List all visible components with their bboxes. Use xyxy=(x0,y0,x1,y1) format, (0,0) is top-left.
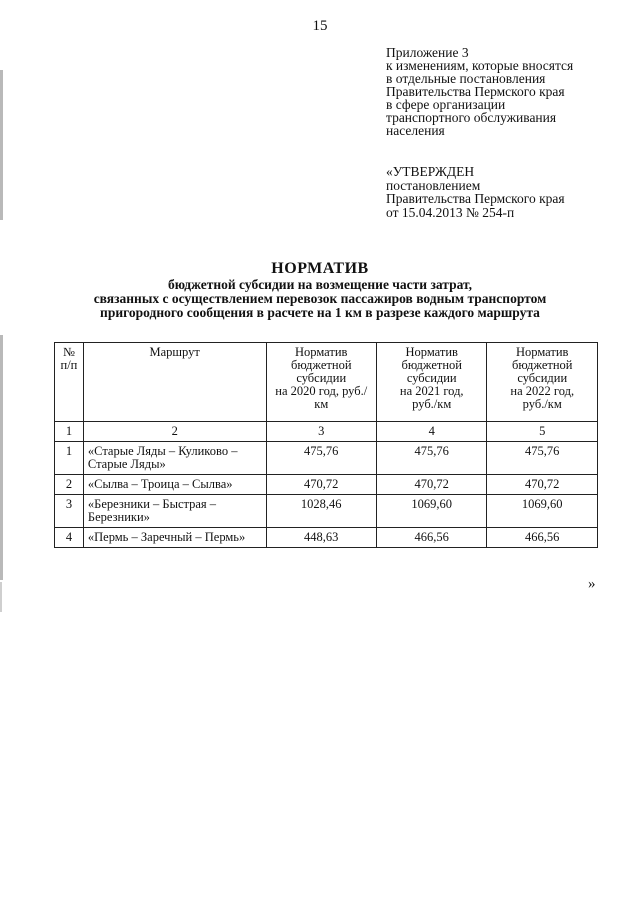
route-name: «Старые Ляды – Куликово – Старые Ляды» xyxy=(83,442,266,475)
subtitle-line: пригородного сообщения в расчете на 1 км в разрезе каждого маршрута xyxy=(100,305,540,320)
table-row xyxy=(55,475,598,495)
value-2020: 448,63 xyxy=(266,528,376,548)
table-row xyxy=(55,495,598,528)
approval-line: Правительства Пермского края xyxy=(386,191,565,206)
approval-line: постановлением xyxy=(386,177,481,193)
column-number-row xyxy=(55,422,598,442)
header-2020: Норматив бюджетной субсидии на 2020 год, руб./км xyxy=(266,343,376,422)
table-header-row xyxy=(55,343,598,422)
appendix-line: к изменениям, которые вносятся xyxy=(386,58,574,73)
value-2021: 466,56 xyxy=(376,528,486,548)
table-row xyxy=(55,528,598,548)
header-route: Маршрут xyxy=(83,343,266,422)
header-2022: Норматив бюджетной субсидии на 2022 год, руб./км xyxy=(487,343,598,422)
value-2020: 1028,46 xyxy=(266,495,376,528)
document-title: НОРМАТИВ xyxy=(271,260,369,277)
value-2021: 470,72 xyxy=(376,475,486,495)
row-number: 3 xyxy=(55,495,84,528)
value-2021: 475,76 xyxy=(376,442,486,475)
column-number: 5 xyxy=(487,422,598,442)
subtitle-line: бюджетной субсидии на возмещение части затрат, xyxy=(168,277,472,292)
table-row xyxy=(55,442,598,475)
route-name: «Сылва – Троица – Сылва» xyxy=(83,475,266,495)
appendix-line: Приложение 3 xyxy=(386,45,469,60)
approval-block xyxy=(386,165,626,219)
appendix-line: в сфере организации xyxy=(386,97,506,112)
value-2021: 1069,60 xyxy=(376,495,486,528)
page-number: 15 xyxy=(312,18,328,34)
appendix-line: населения xyxy=(386,123,445,138)
subtitle-line: связанных с осуществлением перевозок пассажиров водным транспортом xyxy=(93,291,547,306)
value-2022: 470,72 xyxy=(487,475,598,495)
norm-table xyxy=(54,342,598,548)
row-number: 4 xyxy=(55,528,84,548)
appendix-line: в отдельные постановления xyxy=(386,71,546,86)
document-subtitle xyxy=(0,278,640,320)
appendix-line: Правительства Пермского края xyxy=(386,84,565,99)
header-2021: Норматив бюджетной субсидии на 2021 год, руб./км xyxy=(376,343,486,422)
approval-line: от 15.04.2013 № 254-п xyxy=(386,204,515,220)
route-name: «Березники – Быстрая – Березники» xyxy=(83,495,266,528)
row-number: 2 xyxy=(55,475,84,495)
value-2020: 475,76 xyxy=(266,442,376,475)
column-number: 2 xyxy=(83,422,266,442)
value-2022: 466,56 xyxy=(487,528,598,548)
value-2022: 475,76 xyxy=(487,442,598,475)
value-2020: 470,72 xyxy=(266,475,376,495)
column-number: 4 xyxy=(376,422,486,442)
row-number: 1 xyxy=(55,442,84,475)
column-number: 1 xyxy=(55,422,84,442)
header-number: № п/п xyxy=(55,343,84,422)
appendix-block xyxy=(386,46,626,137)
closing-quote: » xyxy=(588,576,596,592)
scan-edge xyxy=(0,70,3,220)
scan-edge xyxy=(0,335,3,580)
appendix-line: транспортного обслуживания xyxy=(386,110,557,125)
value-2022: 1069,60 xyxy=(487,495,598,528)
route-name: «Пермь – Заречный – Пермь» xyxy=(83,528,266,548)
scan-edge xyxy=(0,582,2,612)
approval-line: «УТВЕРЖДЕН xyxy=(386,164,475,179)
column-number: 3 xyxy=(266,422,376,442)
